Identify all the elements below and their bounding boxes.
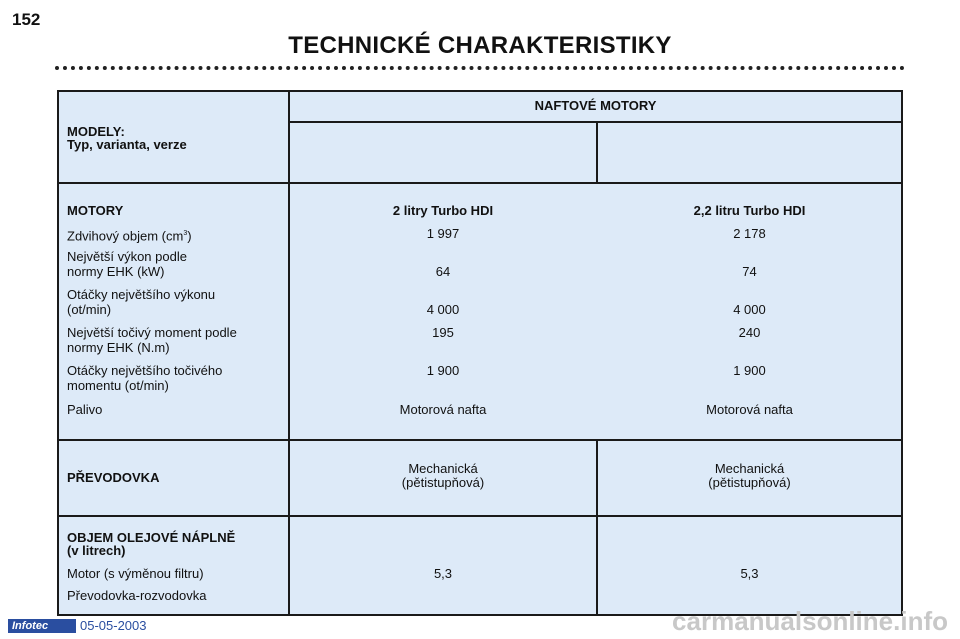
spec-table [57,90,903,616]
oil-engine-label: Motor (s výměnou filtru) [67,566,204,581]
oil-label-line1: OBJEM OLEJOVÉ NÁPLNĚ [67,530,236,545]
torque-col2: 240 [738,325,761,340]
power-rpm-label-line1: Otáčky největšího výkonu [67,287,216,302]
dotted-divider [55,66,905,70]
gearbox-col1-line1: Mechanická [408,461,478,476]
power-rpm-col2: 4 000 [733,302,766,317]
power-label-line1: Největší výkon podle [67,249,187,264]
column-divider-2 [596,122,598,184]
torque-rpm-label-line1: Otáčky největšího točivého [67,363,223,378]
group-label: NAFTOVÉ MOTORY [534,98,657,113]
torque-label-line2: normy EHK (N.m) [67,340,170,355]
power-col2: 74 [742,264,757,279]
infotec-logo: Infotec [8,619,76,633]
models-label: MODELY: [67,124,125,139]
oil-label-line2: (v litrech) [67,543,126,558]
torque-rpm-label-line2: momentu (ot/min) [67,378,169,393]
gearbox-col1-line2: (pětistupňová) [401,475,485,490]
displacement-col2: 2 178 [733,226,766,241]
engine-col1-heading: 2 litry Turbo HDI [392,203,494,218]
torque-rpm-col2: 1 900 [733,363,766,378]
torque-rpm-col1: 1 900 [426,363,460,378]
oil-engine-col1: 5,3 [433,566,453,581]
oil-gearbox-label: Převodovka-rozvodovka [67,588,207,603]
page-title: TECHNICKÉ CHARAKTERISTIKY [288,32,672,59]
row-divider-models [59,182,901,184]
row-divider-gearbox [59,515,901,517]
models-sublabel: Typ, varianta, verze [67,137,187,152]
torque-label-line1: Největší točivý moment podle [67,325,237,340]
gearbox-col2-line1: Mechanická [714,461,785,476]
footer-date: 05-05-2003 [80,618,147,633]
engines-label: MOTORY [67,203,124,218]
displacement-superscript: 3 [183,230,188,237]
torque-col1: 195 [432,325,454,340]
displacement-label: Zdvihový objem $(cm^3)$ [67,228,192,244]
page-number: 152 [12,10,41,29]
gearbox-label: PŘEVODOVKA [67,470,160,485]
power-col1: 64 [435,264,451,279]
engine-col2-heading: 2,2 litru Turbo HDI [693,203,806,218]
power-rpm-label-line2: (ot/min) [67,302,112,317]
power-label-line2: normy EHK (kW) [67,264,165,279]
row-divider-engines [59,439,901,441]
row-divider-group [288,121,901,123]
oil-engine-col2: 5,3 [740,566,759,581]
fuel-col1: Motorová nafta [399,402,487,417]
fuel-label: Palivo [67,402,103,417]
fuel-col2: Motorová nafta [706,402,793,417]
watermark: carmanualsonline.info [672,606,948,636]
gearbox-col2-line2: (pětistupňová) [708,475,791,490]
displacement-col1: 1 997 [426,226,460,241]
power-rpm-col1: 4 000 [426,302,460,317]
column-divider-1 [288,92,290,614]
